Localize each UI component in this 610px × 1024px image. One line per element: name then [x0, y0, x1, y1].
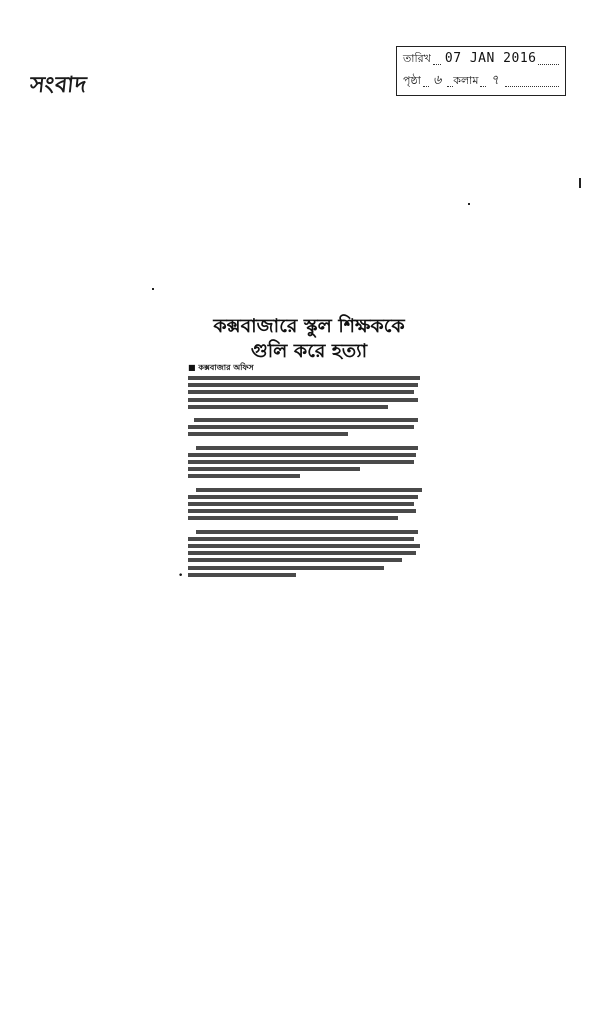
stamp-page-label: পৃষ্ঠা: [403, 74, 421, 87]
article-text-line: [188, 474, 300, 478]
article-text-line: [196, 530, 418, 534]
stamp-date-row: [403, 48, 559, 70]
scan-speck: [468, 203, 470, 205]
article-text-line: [188, 405, 388, 409]
article-text-line: [188, 383, 418, 387]
article-text-line: [188, 502, 414, 506]
article-text-line: [188, 558, 402, 562]
stamp-column-label: কলাম: [453, 74, 479, 87]
scan-speck: [579, 178, 581, 188]
article-text-line: [188, 573, 296, 577]
stamp-date-value: 07 JAN 2016: [444, 51, 537, 66]
article-text-line: [196, 488, 422, 492]
article-text-line: [188, 398, 418, 402]
stamp-page-value: ৬: [432, 73, 442, 88]
clipping-stamp: [396, 46, 566, 96]
article-text-line: [188, 509, 416, 513]
article-text-line: [188, 432, 348, 436]
article-text-line: [188, 495, 418, 499]
article-end-mark: •: [178, 571, 184, 581]
stamp-date-label: তারিখ: [403, 52, 431, 65]
article-text-line: [188, 537, 414, 541]
article-text-line: [188, 390, 414, 394]
article-text-line: [188, 376, 420, 380]
stamp-column-value: ৭: [490, 73, 499, 88]
article-byline: ■ কক্সবাজার অফিস: [188, 363, 254, 372]
article-text-line: [188, 566, 384, 570]
article-text-line: [188, 516, 398, 520]
stamp-page-row: [403, 70, 559, 92]
news-clipping: [178, 300, 424, 581]
article-headline-line1: কক্সবাজারে স্কুল শিক্ষককে: [213, 315, 405, 337]
article-text-line: [188, 467, 360, 471]
newspaper-masthead: সংবাদ: [28, 72, 89, 98]
article-headline-line2: গুলি করে হত্যা: [250, 340, 368, 362]
article-text-line: [188, 551, 416, 555]
article-text-line: [188, 544, 420, 548]
article-text-line: [188, 425, 414, 429]
article-text-line: [194, 418, 418, 422]
article-text-line: [188, 453, 416, 457]
article-text-line: [196, 446, 418, 450]
article-text-line: [188, 460, 414, 464]
scan-speck: [152, 288, 154, 290]
